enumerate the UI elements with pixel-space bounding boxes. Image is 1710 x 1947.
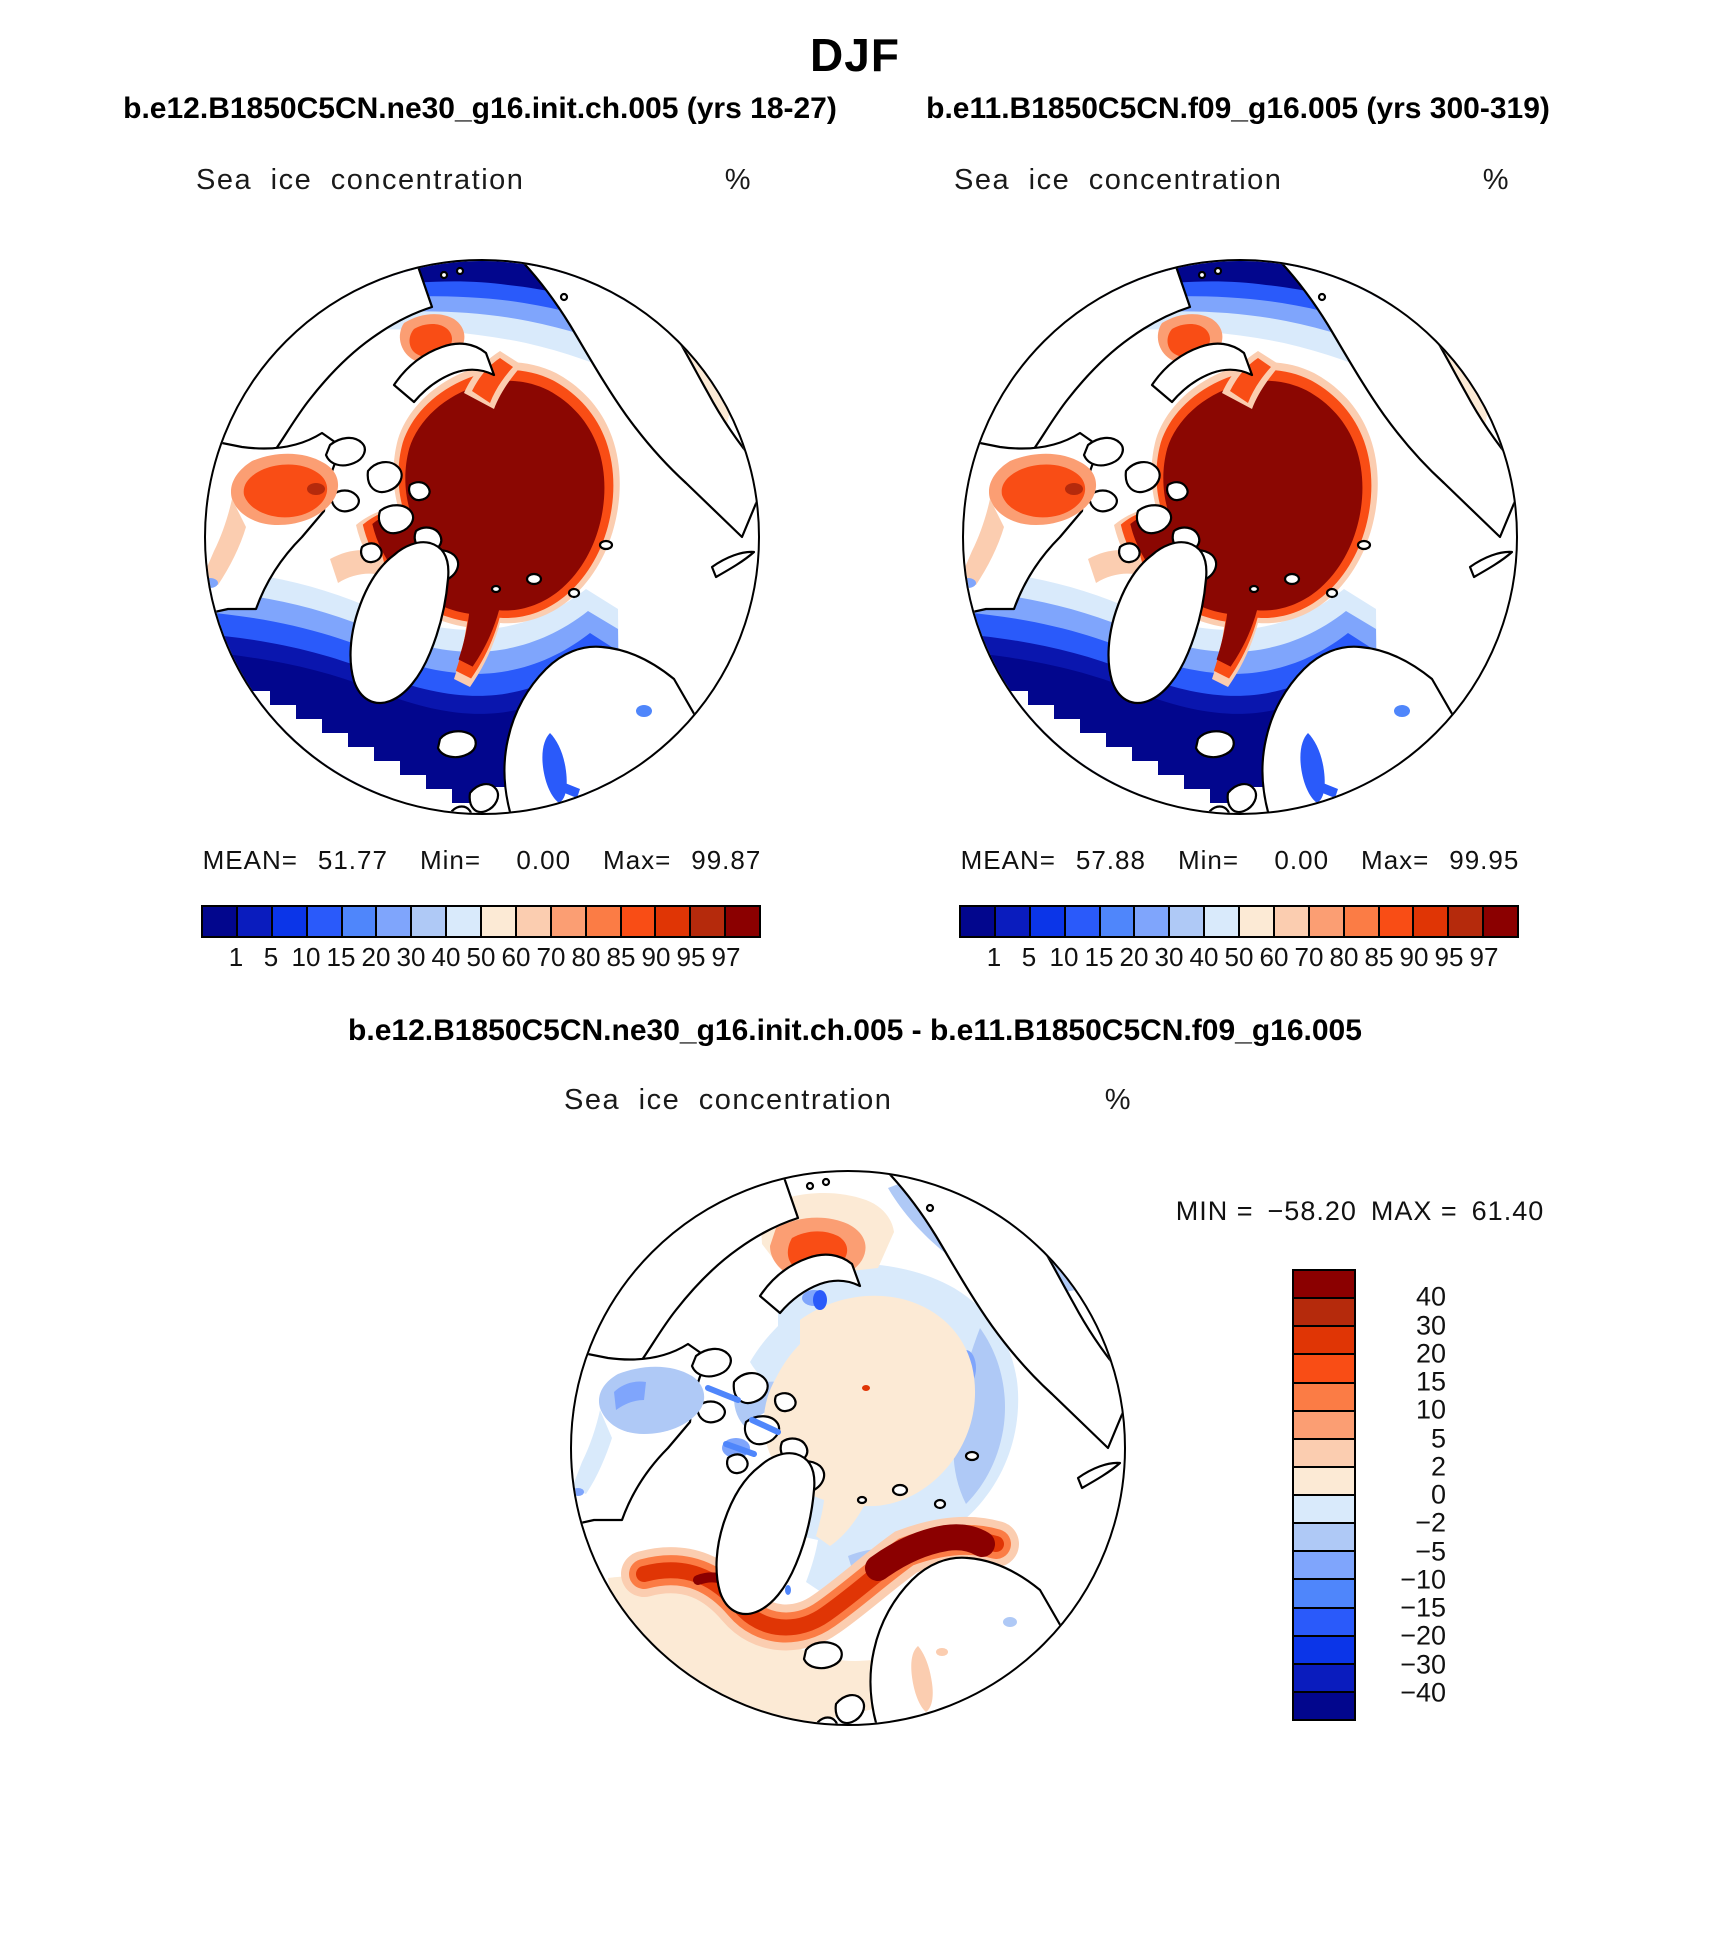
colorbar-segment — [1294, 1496, 1354, 1524]
colorbar-segment — [203, 907, 238, 936]
colorbar-segment — [273, 907, 308, 936]
colorbar-segment — [1294, 1271, 1354, 1299]
colorbar-tick-label: −30 — [1400, 1649, 1446, 1679]
colorbar-segment — [308, 907, 343, 936]
colorbar-tick-label: 10 — [1049, 942, 1079, 972]
colorbar-tick-label: 40 — [1189, 942, 1219, 972]
colorbar-segment — [552, 907, 587, 936]
colorbar-segment — [1294, 1552, 1354, 1580]
map-model1 — [182, 237, 782, 837]
max-label: Max= — [603, 845, 672, 875]
colorbar-segment — [343, 907, 378, 936]
field-label-row-left — [196, 164, 752, 197]
field-label-row-right — [954, 164, 1510, 197]
colorbar-segment — [587, 907, 622, 936]
colorbar-segment — [691, 907, 726, 936]
units-label: % — [724, 164, 752, 196]
colorbar-tick-label: 20 — [1415, 1338, 1446, 1369]
colorbar-tick-label: 5 — [1430, 1423, 1446, 1453]
colorbar-segment — [1414, 907, 1449, 936]
colorbar-tick-label: 15 — [326, 942, 356, 972]
colorbar-segment — [1294, 1440, 1354, 1468]
mean-label: MEAN= — [202, 845, 298, 875]
colorbar-segment — [1240, 907, 1275, 936]
colorbar-segment — [1170, 907, 1205, 936]
mean-label: MEAN= — [960, 845, 1056, 875]
stats-row-model1 — [182, 845, 782, 876]
colorbar-segment — [1205, 907, 1240, 936]
colorbar-segment — [1294, 1327, 1354, 1355]
max-label: Max= — [1361, 845, 1430, 875]
colorbar-tick-label: 0 — [1430, 1479, 1446, 1510]
colorbar-segment — [726, 907, 759, 936]
colorbar-tick-label: 2 — [1430, 1451, 1446, 1482]
colorbar-segment — [996, 907, 1031, 936]
colorbar-tick-label: 30 — [1154, 942, 1184, 972]
colorbar-tick-label: 1 — [986, 942, 1002, 972]
colorbar-segment — [1066, 907, 1101, 936]
colorbar-tick-label: 85 — [606, 942, 636, 972]
min-value: 0.00 — [1274, 845, 1330, 875]
colorbar-tick-label: 95 — [1434, 942, 1464, 972]
colorbar-tick-label: 50 — [466, 942, 496, 972]
colorbar-segment — [622, 907, 657, 936]
subtitle-model2: b.e11.B1850C5CN.f09_g16.005 (yrs 300-319) — [926, 92, 1550, 125]
colorbar-model1 — [201, 905, 761, 938]
colorbar-segment — [1294, 1693, 1354, 1719]
colorbar-segment — [1294, 1299, 1354, 1327]
colorbar-segment — [1345, 907, 1380, 936]
colorbar-tick-label: 5 — [1021, 942, 1037, 972]
min-label: Min= — [419, 845, 482, 875]
page-title: DJF — [810, 29, 900, 81]
min-label: MIN = — [1175, 1196, 1254, 1226]
field-label: Sea ice concentration — [954, 164, 1283, 196]
colorbar-segment — [1380, 907, 1415, 936]
colorbar-tick-label: 20 — [1119, 942, 1149, 972]
colorbar-tick-label: 70 — [1294, 942, 1324, 972]
min-value: 0.00 — [516, 845, 572, 875]
colorbar-tick-label: −15 — [1400, 1592, 1446, 1623]
colorbar-tick-label: 40 — [431, 942, 461, 972]
colorbar-tick-label: −5 — [1415, 1536, 1446, 1566]
colorbar-segment — [1294, 1468, 1354, 1496]
colorbar-tick-label: 5 — [263, 942, 279, 972]
colorbar-segment — [1294, 1355, 1354, 1383]
colorbar-tick-label: 80 — [571, 942, 601, 972]
colorbar-segment — [1449, 907, 1484, 936]
colorbar-tick-label: 90 — [641, 942, 671, 972]
colorbar-segment — [447, 907, 482, 936]
field-label: Sea ice concentration — [564, 1084, 893, 1116]
colorbar-segment — [961, 907, 996, 936]
colorbar-model2 — [959, 905, 1519, 938]
colorbar-segment — [656, 907, 691, 936]
colorbar-segment — [1294, 1412, 1354, 1440]
colorbar-segment — [1031, 907, 1066, 936]
stats-row-difference — [1160, 1196, 1560, 1227]
mean-value: 57.88 — [1075, 845, 1146, 875]
colorbar-tick-label: 40 — [1415, 1281, 1446, 1312]
colorbar-tick-label: 15 — [1084, 942, 1114, 972]
colorbar-tick-label: 10 — [291, 942, 321, 972]
colorbar-ticks-model1 — [201, 942, 761, 974]
field-label: Sea ice concentration — [196, 164, 525, 196]
colorbar-tick-label: 1 — [228, 942, 244, 972]
colorbar-tick-label: 30 — [396, 942, 426, 972]
map-difference — [548, 1148, 1148, 1748]
colorbar-segment — [1484, 907, 1517, 936]
colorbar-tick-label: 85 — [1364, 942, 1394, 972]
colorbar-segment — [1294, 1609, 1354, 1637]
colorbar-tick-label: 30 — [1415, 1310, 1446, 1340]
max-label: MAX = — [1370, 1196, 1458, 1226]
colorbar-tick-label: 95 — [676, 942, 706, 972]
colorbar-ticks-difference — [1372, 1269, 1446, 1721]
colorbar-difference — [1292, 1269, 1356, 1721]
colorbar-segment — [377, 907, 412, 936]
colorbar-tick-label: 15 — [1415, 1366, 1446, 1397]
max-value: 99.95 — [1449, 845, 1520, 875]
units-label: % — [1482, 164, 1510, 196]
max-value: 61.40 — [1471, 1196, 1545, 1226]
min-label: Min= — [1177, 845, 1240, 875]
colorbar-tick-label: −2 — [1415, 1507, 1446, 1538]
colorbar-segment — [412, 907, 447, 936]
stats-row-model2 — [940, 845, 1540, 876]
colorbar-segment — [1135, 907, 1170, 936]
subtitle-model1: b.e12.B1850C5CN.ne30_g16.init.ch.005 (yrs 18-27) — [123, 92, 837, 125]
difference-title: b.e12.B1850C5CN.ne30_g16.init.ch.005 - b.e11.B1850C5CN.f09_g16.005 — [348, 1014, 1362, 1047]
colorbar-segment — [1294, 1580, 1354, 1608]
colorbar-tick-label: 90 — [1399, 942, 1429, 972]
colorbar-segment — [1101, 907, 1136, 936]
field-label-row-diff — [564, 1084, 1132, 1117]
max-value: 99.87 — [691, 845, 762, 875]
units-label: % — [1104, 1084, 1132, 1116]
colorbar-segment — [1275, 907, 1310, 936]
colorbar-ticks-model2 — [959, 942, 1519, 974]
colorbar-segment — [1310, 907, 1345, 936]
colorbar-tick-label: 20 — [361, 942, 391, 972]
colorbar-tick-label: −40 — [1400, 1677, 1446, 1708]
colorbar-tick-label: 50 — [1224, 942, 1254, 972]
colorbar-segment — [1294, 1665, 1354, 1693]
colorbar-tick-label: −20 — [1400, 1620, 1446, 1651]
colorbar-tick-label: −10 — [1400, 1564, 1446, 1595]
colorbar-segment — [1294, 1384, 1354, 1412]
colorbar-segment — [517, 907, 552, 936]
min-value: −58.20 — [1267, 1196, 1357, 1226]
map-model2 — [940, 237, 1540, 837]
colorbar-tick-label: 60 — [1259, 942, 1289, 972]
colorbar-segment — [238, 907, 273, 936]
colorbar-tick-label: 10 — [1415, 1394, 1446, 1425]
colorbar-tick-label: 97 — [711, 942, 741, 972]
colorbar-segment — [1294, 1524, 1354, 1552]
colorbar-segment — [1294, 1637, 1354, 1665]
mean-value: 51.77 — [317, 845, 388, 875]
colorbar-segment — [482, 907, 517, 936]
colorbar-tick-label: 60 — [501, 942, 531, 972]
colorbar-tick-label: 70 — [536, 942, 566, 972]
colorbar-tick-label: 80 — [1329, 942, 1359, 972]
colorbar-tick-label: 97 — [1469, 942, 1499, 972]
